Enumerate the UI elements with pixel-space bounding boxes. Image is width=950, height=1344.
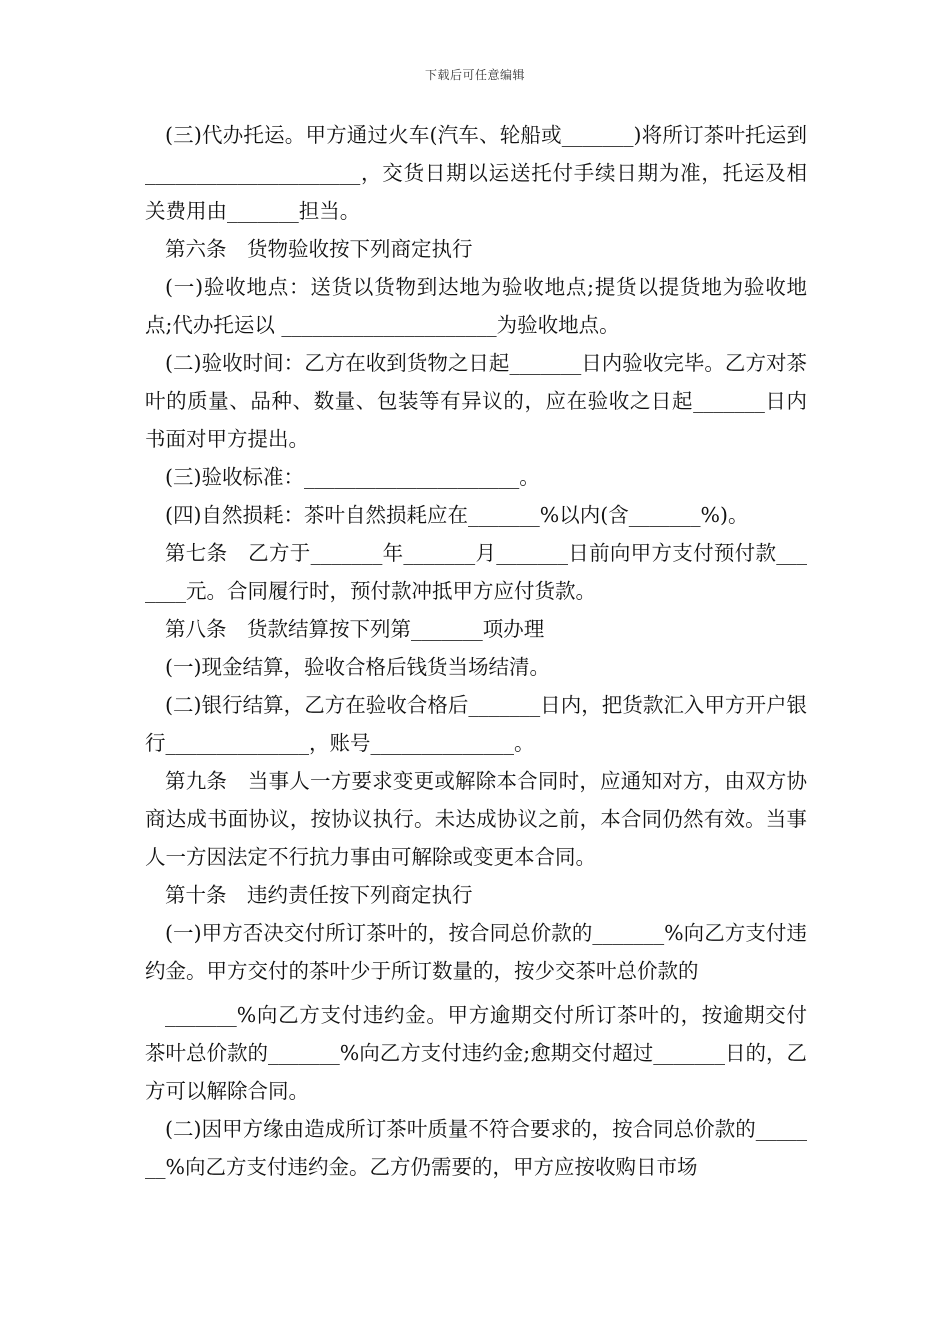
paragraph-refusal-penalty: (一)甲方否决交付所订茶叶的，按合同总价款的_______%向乙方支付违约金。甲方交付的茶叶少于所订数量的，按少交茶叶总价款的 <box>145 921 807 983</box>
article-8-heading: 第八条 货款结算按下列第_______项办理 <box>165 617 545 641</box>
paragraph-consigned-shipping: (三)代办托运。甲方通过火车(汽车、轮船或_______)将所订茶叶托运到_____________________，交货日期以运送托付手续日期为准，托运及相关费用由_______担当。 <box>145 123 807 223</box>
paragraph-quality-penalty: (二)因甲方缘由造成所订茶叶质量不符合要求的，按合同总价款的_______%向乙方支付违约金。乙方仍需要的，甲方应按收购日市场 <box>145 1117 807 1179</box>
paragraph-inspection-standard: (三)验收标准：_____________________。 <box>165 465 540 489</box>
paragraph-inspection-time: (二)验收时间：乙方在收到货物之日起_______日内验收完毕。乙方对茶叶的质量、品种、数量、包装等有异议的，应在验收之日起_______日内书面对甲方提出。 <box>145 351 807 451</box>
article-9-modification: 第九条 当事人一方要求变更或解除本合同时，应通知对方，由双方协商达成书面协议，按协议执行。未达成协议之前，本合同仍然有效。当事人一方因法定不行抗力事由可解除或变更本合同。 <box>145 769 807 869</box>
contract-body <box>145 116 807 1186</box>
page-header: 下载后可任意编辑 <box>424 68 525 82</box>
paragraph-bank-settlement: (二)银行结算，乙方在验收合格后_______日内，把货款汇入甲方开户银行______________，账号______________。 <box>145 693 807 755</box>
article-6-heading: 第六条 货物验收按下列商定执行 <box>165 237 473 261</box>
article-7-prepayment: 第七条 乙方于_______年_______月_______日前向甲方支付预付款_______元。合同履行时，预付款冲抵甲方应付货款。 <box>145 541 807 603</box>
paragraph-cash-settlement: (一)现金结算，验收合格后钱货当场结清。 <box>165 655 550 679</box>
paragraph-inspection-location: (一)验收地点：送货以货物到达地为验收地点;提货以提货地为验收地点;代办托运以 _____________________为验收地点。 <box>145 275 807 337</box>
article-10-heading: 第十条 违约责任按下列商定执行 <box>165 883 473 907</box>
paragraph-late-delivery-penalty: _______%向乙方支付违约金。甲方逾期交付所订茶叶的，按逾期交付茶叶总价款的_______%向乙方支付违约金;愈期交付超过_______日的，乙方可以解除合同。 <box>145 1003 807 1103</box>
paragraph-natural-loss: (四)自然损耗：茶叶自然损耗应在_______%以内(含_______%)。 <box>165 503 749 527</box>
